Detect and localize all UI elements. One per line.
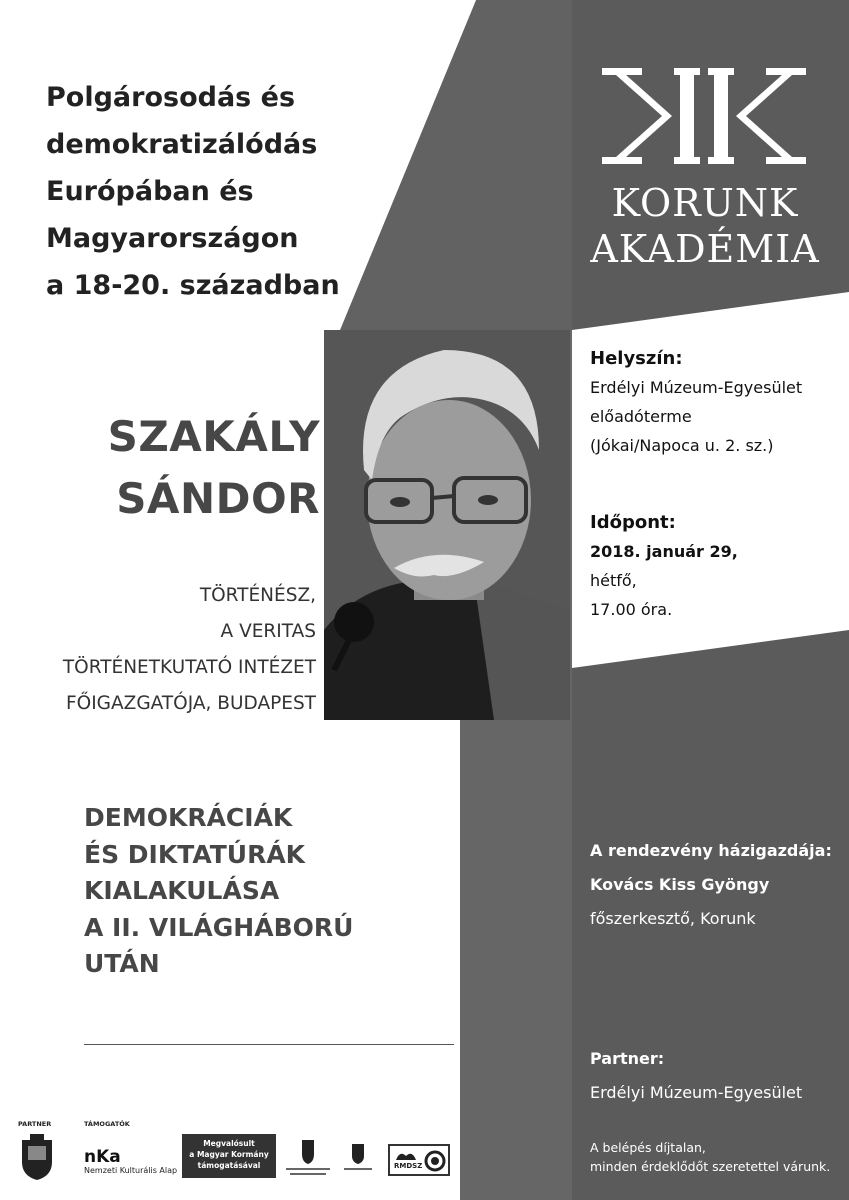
speaker-photo (324, 330, 570, 720)
government-support-box (182, 1134, 276, 1178)
lecture-line: KIALAKULÁSA (84, 876, 280, 905)
title-line: Magyarországon (46, 223, 299, 254)
time-day: hétfő, (590, 571, 637, 590)
nka-text: Nemzeti Kulturális Alap (84, 1166, 178, 1175)
host-block (590, 834, 840, 936)
korunk-akademia-wordmark (590, 180, 820, 272)
role-line: A VERITAS (220, 621, 316, 642)
venue-heading: Helyszín: (590, 348, 683, 369)
rmdsz-logo (388, 1144, 450, 1176)
speaker-name (90, 406, 320, 530)
title-line: Polgárosodás és (46, 82, 296, 113)
venue-block (590, 344, 840, 460)
host-title: főszerkesztő, Korunk (590, 909, 756, 928)
gov-line: Megvalósult (203, 1139, 255, 1148)
venue-line: Erdélyi Múzeum-Egyesület (590, 378, 803, 397)
speaker-role (10, 578, 316, 722)
korunk-logo-mark (600, 62, 808, 170)
nka-mark-icon: nKa (84, 1147, 121, 1167)
partner-name: Erdélyi Múzeum-Egyesület (590, 1083, 803, 1102)
ministry-crest-icon (282, 1136, 334, 1178)
role-line: FŐIGAZGATÓJA, BUDAPEST (66, 693, 316, 714)
venue-line: előadóterme (590, 407, 692, 426)
title-line: Európában és (46, 176, 254, 207)
time-block (590, 508, 840, 624)
title-line: a 18-20. században (46, 270, 340, 301)
time-date: 2018. január 29, (590, 542, 738, 561)
logo-line-korunk: KORUNK (611, 181, 799, 225)
nka-logo (84, 1147, 178, 1182)
event-series-title (46, 74, 346, 309)
partner-block (590, 1042, 840, 1110)
spiral-icon (424, 1150, 446, 1172)
logo-line-akademia: AKADÉMIA (590, 227, 820, 271)
lecture-title (84, 800, 424, 983)
rmdsz-text: RMDSZ (394, 1162, 423, 1170)
divider (84, 1044, 454, 1045)
entry-line: minden érdeklődőt szeretettel várunk. (590, 1159, 831, 1174)
speaker-name-line1: SZAKÁLY (107, 412, 320, 461)
city-crest-icon (18, 1134, 56, 1182)
tulip-icon (394, 1148, 418, 1162)
entry-line: A belépés díjtalan, (590, 1140, 706, 1155)
time-heading: Időpont: (590, 512, 676, 533)
title-line: demokratizálódás (46, 129, 318, 160)
ministry-crest-icon-2 (340, 1140, 376, 1176)
speaker-name-line2: SÁNDOR (116, 474, 320, 523)
supporters-label: TÁMOGATÓK (84, 1120, 130, 1128)
partner-heading: Partner: (590, 1049, 665, 1068)
lecture-line: UTÁN (84, 949, 160, 978)
role-line: TÖRTÉNÉSZ, (199, 585, 316, 606)
role-line: TÖRTÉNETKUTATÓ INTÉZET (62, 657, 316, 678)
gov-line: a Magyar Kormány (189, 1150, 269, 1159)
time-hour: 17.00 óra. (590, 600, 673, 619)
venue-line: (Jókai/Napoca u. 2. sz.) (590, 436, 774, 455)
lecture-line: DEMOKRÁCIÁK (84, 803, 293, 832)
host-name: Kovács Kiss Gyöngy (590, 875, 770, 894)
lecture-line: ÉS DIKTATÚRÁK (84, 839, 306, 869)
host-heading: A rendezvény házigazdája: (590, 841, 832, 860)
partner-label: PARTNER (18, 1120, 52, 1128)
gov-line: támogatásával (197, 1161, 261, 1170)
lecture-line: A II. VILÁGHÁBORÚ (84, 912, 354, 942)
entry-note (590, 1138, 840, 1176)
